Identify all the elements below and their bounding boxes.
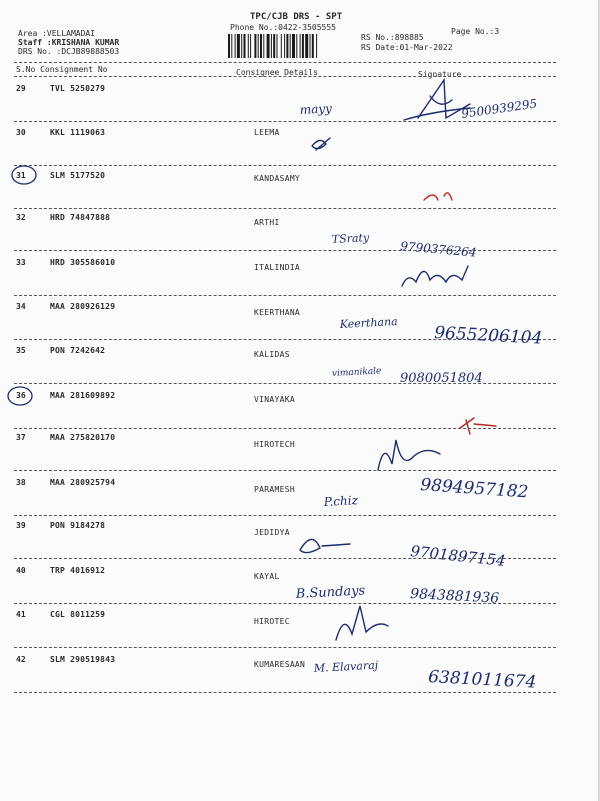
col-consignee-details: Consignee Details bbox=[236, 68, 318, 77]
consignment-number: PON 9184278 bbox=[50, 521, 106, 530]
handwritten-phone: 9080051804 bbox=[400, 371, 483, 386]
signature-scribble bbox=[300, 539, 350, 552]
serial-number: 30 bbox=[16, 128, 26, 137]
consignment-number: SLM 5177520 bbox=[50, 171, 106, 180]
handwritten-phone: 9701897154 bbox=[409, 542, 507, 570]
consignee-name: LEEMA bbox=[254, 128, 280, 137]
consignee-name: HIROTECH bbox=[254, 440, 295, 449]
serial-number: 36 bbox=[16, 391, 26, 400]
signature-scribble bbox=[402, 266, 468, 286]
consignee-name: ITALINDIA bbox=[254, 263, 301, 272]
handwritten-phone: 9655206104 bbox=[433, 323, 543, 349]
signature-scribble bbox=[460, 418, 496, 434]
signature-scribble bbox=[404, 80, 470, 120]
page-number: Page No.:3 bbox=[451, 27, 500, 36]
serial-number: 32 bbox=[16, 213, 26, 222]
phone-number: Phone No.:0422-3505555 bbox=[230, 23, 336, 32]
handwritten-signature-name: mayy bbox=[299, 101, 333, 117]
serial-number: 39 bbox=[16, 521, 26, 530]
consignment-number: MAA 280926129 bbox=[50, 302, 116, 311]
consignment-number: SLM 290519843 bbox=[50, 655, 116, 664]
consignee-name: HIROTEC bbox=[254, 617, 290, 626]
handwritten-signature-name: vimanikale bbox=[331, 366, 382, 379]
drs-number: DRS No. :DCJB89888503 bbox=[18, 47, 120, 56]
consignment-number: TVL 5250279 bbox=[50, 84, 106, 93]
consignee-name: PARAMESH bbox=[254, 485, 295, 494]
consignment-number: KKL 1119063 bbox=[50, 128, 106, 137]
consignee-name: VINAYAKA bbox=[254, 395, 295, 404]
handwritten-signature-name: TSraty bbox=[331, 231, 370, 246]
handwritten-signature-name: Keerthana bbox=[339, 314, 398, 331]
consignment-number: HRD 74847888 bbox=[50, 213, 111, 222]
consignee-name: KUMARESAAN bbox=[254, 660, 306, 669]
handwritten-phone: 9790376264 bbox=[399, 239, 478, 260]
handwritten-phone: 9894957182 bbox=[419, 475, 529, 503]
handwritten-phone: 6381011674 bbox=[427, 667, 537, 693]
consignment-number: TRP 4016912 bbox=[50, 566, 106, 575]
serial-number: 37 bbox=[16, 433, 26, 442]
consignee-name: KEERTHANA bbox=[254, 308, 301, 317]
staff-label: Staff :KRISHANA KUMAR bbox=[18, 38, 120, 47]
circled-serial-mark bbox=[12, 166, 36, 184]
consignment-number: MAA 275820170 bbox=[50, 433, 116, 442]
serial-number: 33 bbox=[16, 258, 26, 267]
consignment-number: MAA 280925794 bbox=[50, 478, 116, 487]
handwritten-signature-name: B.Sundays bbox=[295, 583, 366, 602]
consignment-number: MAA 281609892 bbox=[50, 391, 116, 400]
handwritten-signature-name: M. Elavaraj bbox=[313, 658, 379, 675]
consignee-name: JEDIDYA bbox=[254, 528, 290, 537]
serial-number: 34 bbox=[16, 302, 26, 311]
area-label: Area :VELLAMADAI bbox=[18, 29, 96, 38]
handwritten-signature-name: P.chiz bbox=[323, 493, 359, 509]
consignment-number: CGL 8011259 bbox=[50, 610, 106, 619]
signature-scribble bbox=[312, 138, 330, 150]
sheet-title: TPC/CJB DRS - SPT bbox=[250, 12, 343, 22]
circled-serial-mark bbox=[8, 387, 32, 405]
consignee-name: ARTHI bbox=[254, 218, 280, 227]
rs-date: RS Date:01-Mar-2022 bbox=[361, 43, 453, 52]
consignment-number: HRD 305586010 bbox=[50, 258, 116, 267]
serial-number: 42 bbox=[16, 655, 26, 664]
serial-number: 40 bbox=[16, 566, 26, 575]
serial-number: 31 bbox=[16, 171, 26, 180]
serial-number: 35 bbox=[16, 346, 26, 355]
handwritten-phone: 9500939295 bbox=[460, 96, 539, 121]
signature-scribble bbox=[336, 606, 388, 640]
consignee-name: KAYAL bbox=[254, 572, 280, 581]
serial-number: 38 bbox=[16, 478, 26, 487]
consignee-name: KANDASAMY bbox=[254, 174, 301, 183]
signature-scribble bbox=[378, 440, 440, 470]
serial-number: 41 bbox=[16, 610, 26, 619]
rs-number: RS No.:898885 bbox=[361, 33, 424, 42]
col-sno: S.No Consignment No bbox=[16, 65, 108, 74]
handwritten-phone: 9843881936 bbox=[409, 586, 500, 607]
signature-scribble bbox=[424, 193, 452, 200]
consignee-name: KALIDAS bbox=[254, 350, 290, 359]
consignment-number: PON 7242642 bbox=[50, 346, 106, 355]
serial-number: 29 bbox=[16, 84, 26, 93]
col-signature: Signature bbox=[418, 70, 462, 79]
